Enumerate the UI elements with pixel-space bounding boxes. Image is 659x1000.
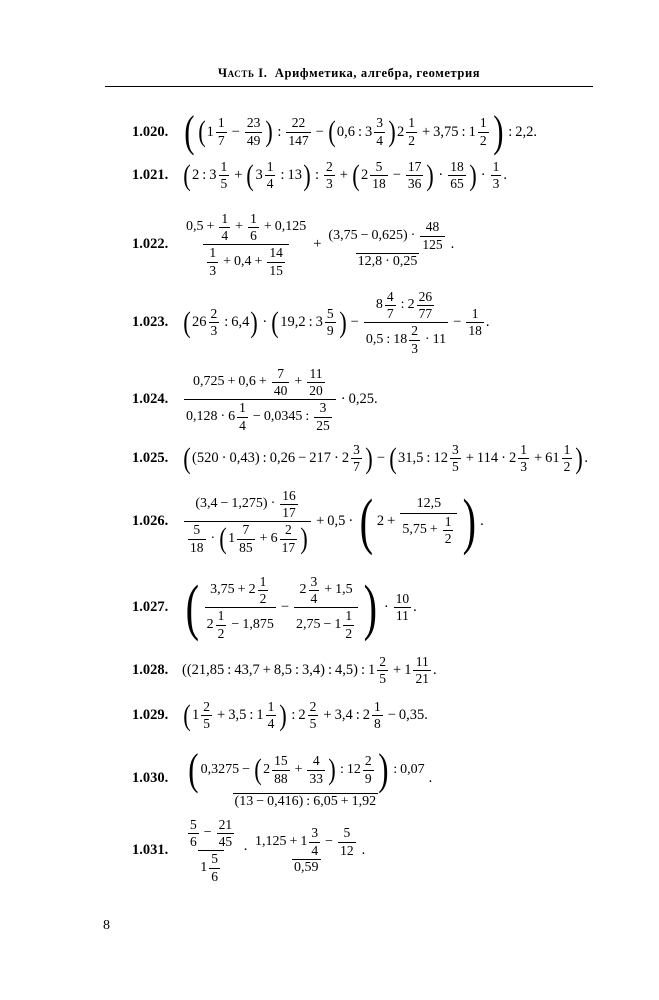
problem-number: 1.026.	[132, 513, 169, 530]
problem-1-026	[132, 489, 484, 555]
problem-number: 1.020.	[132, 123, 169, 140]
page-number: 8	[103, 918, 110, 933]
header-rule	[105, 86, 593, 87]
problem-1-030	[132, 745, 433, 810]
expression: ((21,85 : 43,7 + 8,5 : 3,4) : 4,5) : 1 2 5 + 1 $\frac{11}{21}$ .	[182, 654, 437, 687]
problem-number: 1.030.	[132, 770, 169, 787]
problem-number: 1.029.	[132, 707, 169, 724]
expression: ( ( 1 1 7 − $\frac{23}{49}$ ) : 22 147 − ( 0,6 : 3 3 4 ) 2 1 2 + 3,75 : 1 1 2 ) : 2,2.	[184, 107, 537, 156]
problem-1-020	[132, 107, 537, 156]
problem-number: 1.022.	[132, 236, 169, 253]
expression: 0,5 + $\frac{1}{4}$ + $\frac{1}{6}$ + 0,125 1 3 + 0,4 + $\frac{14}{15}$ + (3,75 − 0,625) · 48 125 12,8 · 0,25 .	[186, 211, 455, 278]
problem-1-029	[132, 700, 428, 731]
header-title: Арифметика, алгебра, геометрия	[274, 66, 481, 80]
problem-number: 1.028.	[132, 662, 169, 679]
expression: ( 2 : 3 1 5 + ( 3 1 4 : 13 ) : 2 3 + ( 2 5 18 − $\frac{17}{36}$ ) · 18 65 ) · 1 3 .	[183, 158, 507, 192]
problem-number: 1.031.	[132, 842, 169, 859]
problem-1-022	[132, 212, 454, 278]
problem-1-027	[132, 575, 417, 641]
expression: ( 1 2 5 + 3,5 : 1 1 4 ) : 2 2 5 + 3,4 : 2 1 8 − 0,35.	[183, 698, 428, 732]
expression: ( 3,75 + 2 $\frac{1}{2}$ 2 1 2 − 1,875 − 2 3 4 + 1,5 2,75 − 1 $\frac{1}{2}$ ) · 10 11 .	[185, 573, 417, 642]
problem-1-021	[132, 160, 507, 191]
problem-1-028	[132, 655, 437, 686]
problem-1-023	[132, 290, 489, 356]
problem-number: 1.021.	[132, 167, 169, 184]
expression: ( 26 2 3 : 6,4 ) · ( 19,2 : 3 5 9 ) − 8 4 7 : 2 26 77 0,5 : 18 2 3 · 11 − $\frac{1}{18}$ .	[183, 289, 490, 356]
problem-number: 1.024.	[132, 391, 169, 408]
expression: (3,4 − 1,275) · 16 17 5 18 · ( 1 7 85 + 6 $\frac{2}{17}$ ) + 0,5 · ( 2 + 12,5 5,75 + $\frac{1}{2}$ ) .	[182, 489, 484, 555]
expression: ( 0,3275 − ( 2 15 88 + $\frac{4}{33}$ ) : 12 2 9 ) : 0,07 (13 − 0,416) : 6,05 + 1,92 .	[188, 745, 433, 809]
page-header	[105, 66, 593, 81]
problem-number: 1.027.	[132, 599, 169, 616]
expression: 0,725 + 0,6 + $\frac{7}{40}$ + $\frac{11}{20}$ 0,128 · 6 1 4 − 0,0345 : 3 25 · 0,25.	[186, 366, 378, 433]
problem-1-024	[132, 367, 378, 433]
problem-1-031	[132, 818, 365, 884]
expression: ( (520 · 0,43) : 0,26 − 217 · 2 3 7 ) − ( 31,5 : 12 3 5 + 114 · 2 1 3 + 61 $\frac{1}{2}$ ) .	[183, 441, 588, 475]
expression: 5 6 − $\frac{21}{45}$ 1 5 6 · 1,125 + 1 $\frac{3}{4}$ − $\frac{5}{12}$ 0,59 .	[190, 817, 366, 884]
problem-number: 1.023.	[132, 314, 169, 331]
problem-number: 1.025.	[132, 450, 169, 467]
header-part: Часть I.	[217, 66, 268, 80]
problem-1-025	[132, 443, 588, 474]
